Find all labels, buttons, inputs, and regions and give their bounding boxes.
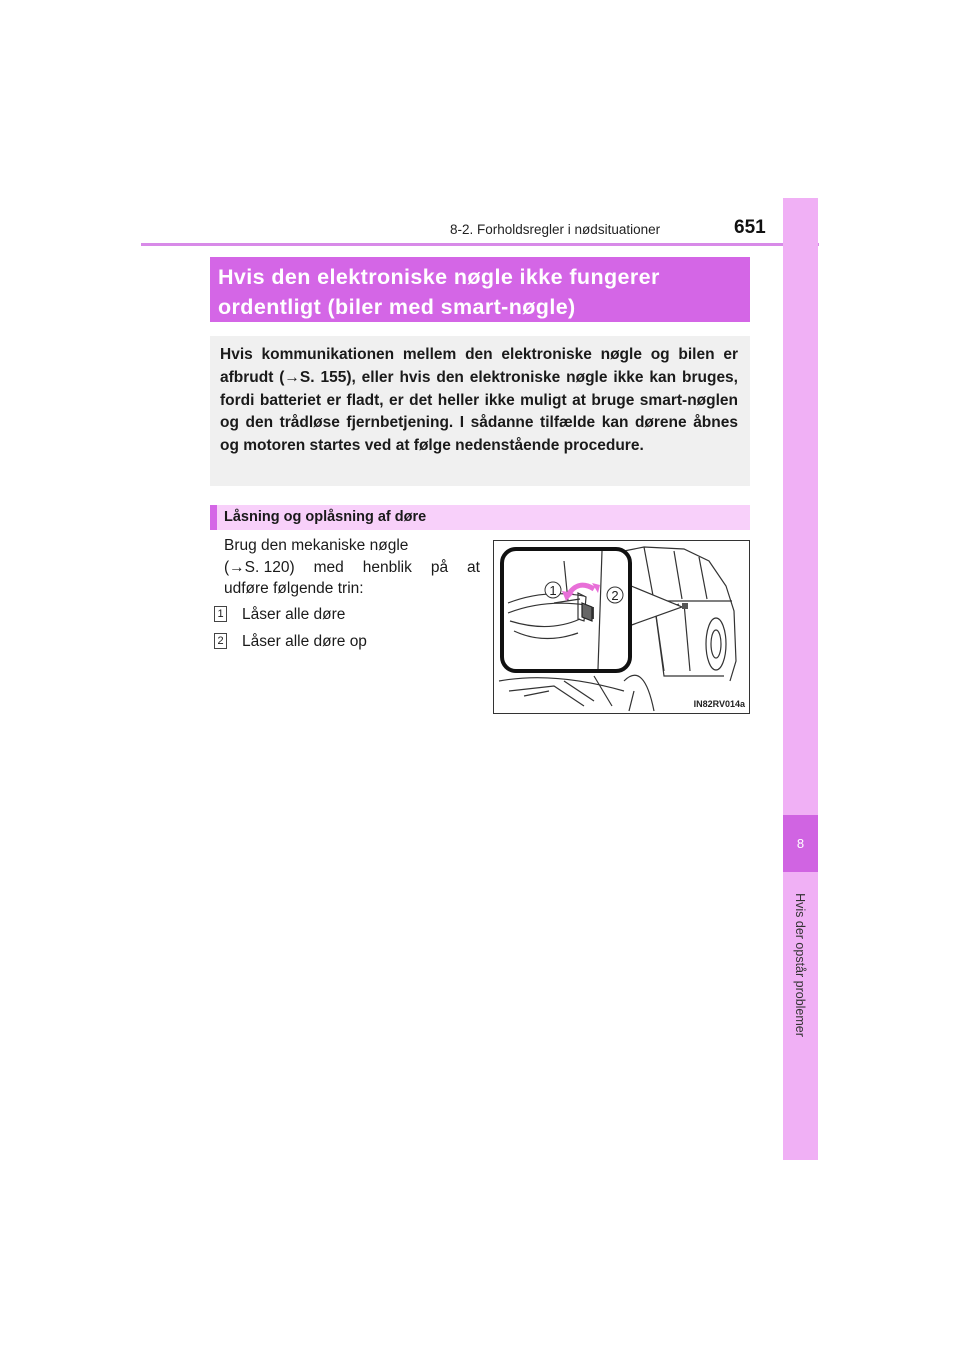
section-path: 8-2. Forholdsregler i nødsituationer [450, 222, 661, 237]
body-line-2 [224, 557, 480, 579]
step-1-number: 1 [214, 606, 227, 622]
car-door-illustration [494, 541, 749, 713]
step-1 [214, 606, 345, 624]
step-1-text: Låser alle døre [242, 606, 346, 623]
body-paragraph [224, 535, 480, 600]
figure-label-1: 1 [549, 583, 557, 598]
body-word: med [313, 558, 344, 576]
step-2-number: 2 [214, 633, 227, 649]
body-line-1: Brug den mekaniske nøgle [224, 537, 409, 554]
subsection-title: Låsning og oplåsning af døre [224, 509, 427, 525]
figure-label-2: 2 [611, 588, 619, 603]
figure-door-lock [493, 540, 750, 714]
subsection-accent-bar [210, 505, 217, 530]
side-tab-chapter-number: 8 [783, 815, 818, 872]
body-word: henblik [362, 558, 412, 576]
step-2 [214, 633, 367, 651]
section-title-line-1: Hvis den elektroniske nøgle ikke fungerer [218, 265, 660, 289]
figure-code: IN82RV014a [693, 699, 745, 709]
side-tab-chapter-title: Hvis der opstår problemer [793, 893, 807, 1037]
step-2-text: Låser alle døre op [242, 633, 367, 650]
body-page-ref: (→S. 120) [224, 558, 295, 576]
section-title-line-2: ordentligt (biler med smart-nøgle) [218, 295, 576, 319]
header-rule [141, 243, 819, 246]
intro-box: Hvis kommunikationen mellem den elektroniske nøgle og bilen er afbrudt (→S. 155), eller hvis den elektroniske nøgle ikke kan bruges, fordi batteriet er fladt, er det heller ikke muligt at bruge smart-nøglen og den trådløse fjernbetjening. I sådanne tilfælde kan dørene åbnes og motoren startes ved at følge nedenstående procedure. [210, 336, 750, 486]
section-title-box [210, 257, 750, 322]
subsection-heading [210, 505, 750, 530]
body-word: på [430, 558, 449, 576]
page-number: 651 [734, 217, 766, 238]
body-line-3: udføre følgende trin: [224, 580, 364, 597]
body-word: at [467, 558, 480, 576]
